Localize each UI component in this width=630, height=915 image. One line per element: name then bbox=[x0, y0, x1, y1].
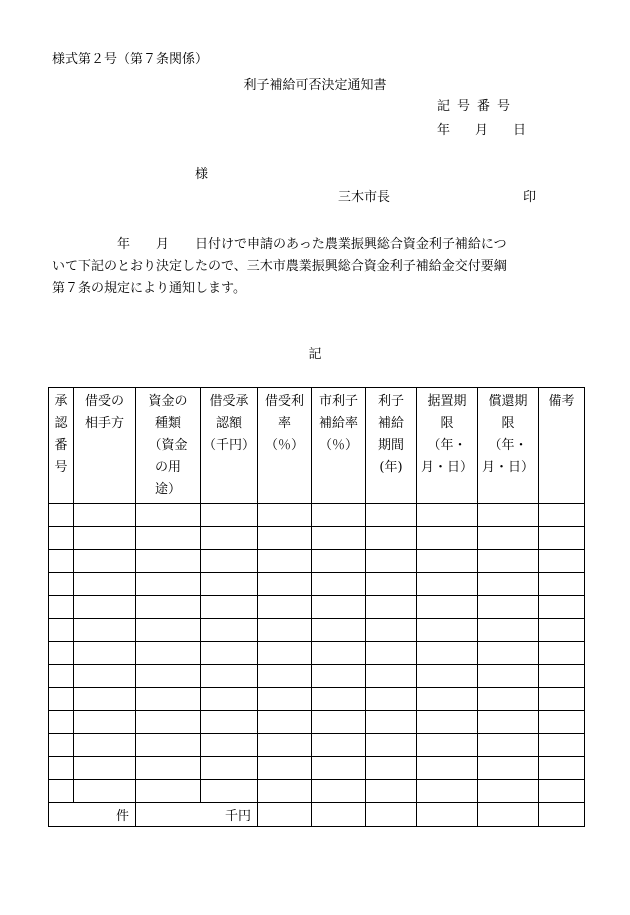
table-row bbox=[49, 688, 585, 711]
total-count-cell: 件 bbox=[49, 803, 136, 827]
table-cell bbox=[258, 757, 312, 780]
column-header: 利子 補給 期間 (年) bbox=[366, 388, 417, 504]
table-cell bbox=[366, 734, 417, 757]
table-header-row bbox=[49, 388, 585, 504]
table-cell bbox=[539, 596, 585, 619]
table-cell bbox=[136, 573, 201, 596]
table-cell bbox=[201, 619, 258, 642]
table-cell bbox=[417, 665, 478, 688]
table-cell bbox=[201, 573, 258, 596]
table-cell bbox=[49, 688, 74, 711]
table-cell bbox=[136, 665, 201, 688]
table-cell bbox=[74, 527, 136, 550]
table-cell bbox=[539, 688, 585, 711]
table-cell bbox=[201, 734, 258, 757]
table-cell bbox=[366, 504, 417, 527]
table-cell bbox=[312, 527, 366, 550]
table-cell bbox=[312, 734, 366, 757]
table-cell bbox=[478, 619, 539, 642]
table-cell bbox=[539, 734, 585, 757]
table-cell bbox=[49, 596, 74, 619]
date-day-label: 日 bbox=[513, 123, 527, 138]
table-cell bbox=[539, 803, 585, 827]
table-cell bbox=[258, 596, 312, 619]
table-cell bbox=[136, 688, 201, 711]
table-cell bbox=[366, 780, 417, 803]
table-cell bbox=[49, 734, 74, 757]
table-cell bbox=[417, 550, 478, 573]
table-cell bbox=[417, 596, 478, 619]
table-cell bbox=[366, 550, 417, 573]
table-cell bbox=[136, 757, 201, 780]
table-row bbox=[49, 757, 585, 780]
column-header: 市利子 補給率 （％） bbox=[312, 388, 366, 504]
date-line bbox=[437, 123, 526, 139]
table-cell bbox=[478, 642, 539, 665]
column-header: 償還期 限 （年・ 月・日） bbox=[478, 388, 539, 504]
table-cell bbox=[201, 711, 258, 734]
table-cell bbox=[201, 665, 258, 688]
date-year-label: 年 bbox=[437, 123, 451, 138]
seal-mark: 印 bbox=[523, 190, 537, 205]
table-cell bbox=[49, 527, 74, 550]
table-cell bbox=[366, 642, 417, 665]
table-cell bbox=[478, 665, 539, 688]
table-cell bbox=[258, 550, 312, 573]
table-cell bbox=[312, 596, 366, 619]
table-cell bbox=[312, 504, 366, 527]
table-cell bbox=[312, 803, 366, 827]
table-cell bbox=[49, 550, 74, 573]
table-cell bbox=[74, 711, 136, 734]
table-cell bbox=[539, 504, 585, 527]
table-row bbox=[49, 734, 585, 757]
table-total-row bbox=[49, 803, 585, 827]
column-header: 資金の 種類 （資金 の用 途） bbox=[136, 388, 201, 504]
table-cell bbox=[312, 757, 366, 780]
table-cell bbox=[366, 573, 417, 596]
table-cell bbox=[417, 780, 478, 803]
table-cell bbox=[49, 665, 74, 688]
table-cell bbox=[74, 619, 136, 642]
table-cell bbox=[417, 688, 478, 711]
table-row bbox=[49, 504, 585, 527]
table-cell bbox=[312, 573, 366, 596]
table-cell bbox=[74, 688, 136, 711]
table-cell bbox=[366, 596, 417, 619]
table-cell bbox=[366, 688, 417, 711]
table-cell bbox=[49, 573, 74, 596]
table-cell bbox=[74, 596, 136, 619]
table-cell bbox=[201, 688, 258, 711]
table-cell bbox=[478, 734, 539, 757]
column-header: 借受利 率 （％） bbox=[258, 388, 312, 504]
table-row bbox=[49, 711, 585, 734]
table-cell bbox=[74, 573, 136, 596]
decision-record-table bbox=[48, 387, 585, 827]
column-header: 据置期 限 （年・ 月・日） bbox=[417, 388, 478, 504]
table-cell bbox=[417, 757, 478, 780]
reference-number-label: 記号番号 bbox=[437, 99, 518, 114]
table-cell bbox=[478, 757, 539, 780]
table-cell bbox=[478, 711, 539, 734]
table-row bbox=[49, 550, 585, 573]
table-cell bbox=[49, 642, 74, 665]
table-cell bbox=[258, 573, 312, 596]
table-cell bbox=[539, 711, 585, 734]
total-amount-cell: 千円 bbox=[136, 803, 258, 827]
table-cell bbox=[312, 711, 366, 734]
table-cell bbox=[136, 734, 201, 757]
table-cell bbox=[417, 711, 478, 734]
table-cell bbox=[258, 619, 312, 642]
table-cell bbox=[417, 573, 478, 596]
table-cell bbox=[74, 550, 136, 573]
table-cell bbox=[258, 711, 312, 734]
table-row bbox=[49, 527, 585, 550]
table-cell bbox=[366, 619, 417, 642]
table-row bbox=[49, 573, 585, 596]
table-cell bbox=[312, 688, 366, 711]
table-cell bbox=[136, 711, 201, 734]
table-cell bbox=[201, 596, 258, 619]
table-cell bbox=[417, 642, 478, 665]
column-header: 借受の 相手方 bbox=[74, 388, 136, 504]
table-cell bbox=[366, 665, 417, 688]
table-cell bbox=[258, 803, 312, 827]
table-cell bbox=[74, 757, 136, 780]
table-cell bbox=[478, 573, 539, 596]
table-cell bbox=[478, 803, 539, 827]
table-cell bbox=[312, 642, 366, 665]
table-cell bbox=[74, 665, 136, 688]
table-cell bbox=[366, 527, 417, 550]
column-header: 備考 bbox=[539, 388, 585, 504]
table-cell bbox=[478, 550, 539, 573]
table-cell bbox=[258, 665, 312, 688]
table-cell bbox=[539, 619, 585, 642]
table-cell bbox=[366, 803, 417, 827]
table-cell bbox=[478, 527, 539, 550]
table-cell bbox=[201, 780, 258, 803]
table-cell bbox=[417, 527, 478, 550]
date-month-label: 月 bbox=[475, 123, 489, 138]
table-cell bbox=[74, 780, 136, 803]
table-cell bbox=[49, 780, 74, 803]
ki-heading: 記 bbox=[308, 347, 322, 362]
table-cell bbox=[136, 619, 201, 642]
table-cell bbox=[539, 527, 585, 550]
table-body bbox=[49, 504, 585, 803]
table-cell bbox=[258, 734, 312, 757]
table-cell bbox=[539, 573, 585, 596]
form-label: 様式第２号（第７条関係） bbox=[52, 52, 209, 67]
table-cell bbox=[201, 550, 258, 573]
issuer-name: 三木市長 bbox=[338, 190, 391, 205]
table-cell bbox=[417, 619, 478, 642]
addressee-honorific: 様 bbox=[195, 167, 209, 182]
document-title: 利子補給可否決定通知書 bbox=[243, 78, 387, 93]
table-row bbox=[49, 642, 585, 665]
table-cell bbox=[136, 642, 201, 665]
table-cell bbox=[136, 596, 201, 619]
table-cell bbox=[539, 642, 585, 665]
table-cell bbox=[417, 734, 478, 757]
table-cell bbox=[136, 550, 201, 573]
notice-body-text: 年 月 日付けで申請のあった農業振興総合資金利子補給につ いて下記のとおり決定したので、三木市農業振興総合資金利子補給金交付要綱 第７条の規定により通知します。 bbox=[52, 237, 507, 296]
table-row bbox=[49, 619, 585, 642]
table-cell bbox=[201, 504, 258, 527]
table-cell bbox=[49, 711, 74, 734]
table-cell bbox=[74, 734, 136, 757]
table-cell bbox=[74, 504, 136, 527]
table-cell bbox=[201, 527, 258, 550]
table-row bbox=[49, 780, 585, 803]
table-cell bbox=[478, 504, 539, 527]
table-cell bbox=[258, 780, 312, 803]
table-cell bbox=[539, 665, 585, 688]
column-header: 借受承 認額 （千円） bbox=[201, 388, 258, 504]
table-cell bbox=[478, 780, 539, 803]
table-cell bbox=[258, 642, 312, 665]
table-cell bbox=[366, 711, 417, 734]
table-row bbox=[49, 596, 585, 619]
table-cell bbox=[478, 596, 539, 619]
table-cell bbox=[74, 642, 136, 665]
table-cell bbox=[312, 665, 366, 688]
table-cell bbox=[49, 619, 74, 642]
table-cell bbox=[539, 780, 585, 803]
table-cell bbox=[366, 757, 417, 780]
table-cell bbox=[478, 688, 539, 711]
table-cell bbox=[136, 527, 201, 550]
table-cell bbox=[539, 550, 585, 573]
table-cell bbox=[201, 642, 258, 665]
table-cell bbox=[201, 757, 258, 780]
table-cell bbox=[136, 780, 201, 803]
table-cell bbox=[417, 504, 478, 527]
table-cell bbox=[258, 688, 312, 711]
column-header: 承 認 番 号 bbox=[49, 388, 74, 504]
table-cell bbox=[258, 527, 312, 550]
table-cell bbox=[49, 757, 74, 780]
table-cell bbox=[312, 619, 366, 642]
table-cell bbox=[136, 504, 201, 527]
table-cell bbox=[312, 780, 366, 803]
table-cell bbox=[49, 504, 74, 527]
table-cell bbox=[258, 504, 312, 527]
table-cell bbox=[539, 757, 585, 780]
table-cell bbox=[312, 550, 366, 573]
table-row bbox=[49, 665, 585, 688]
table-cell bbox=[417, 803, 478, 827]
